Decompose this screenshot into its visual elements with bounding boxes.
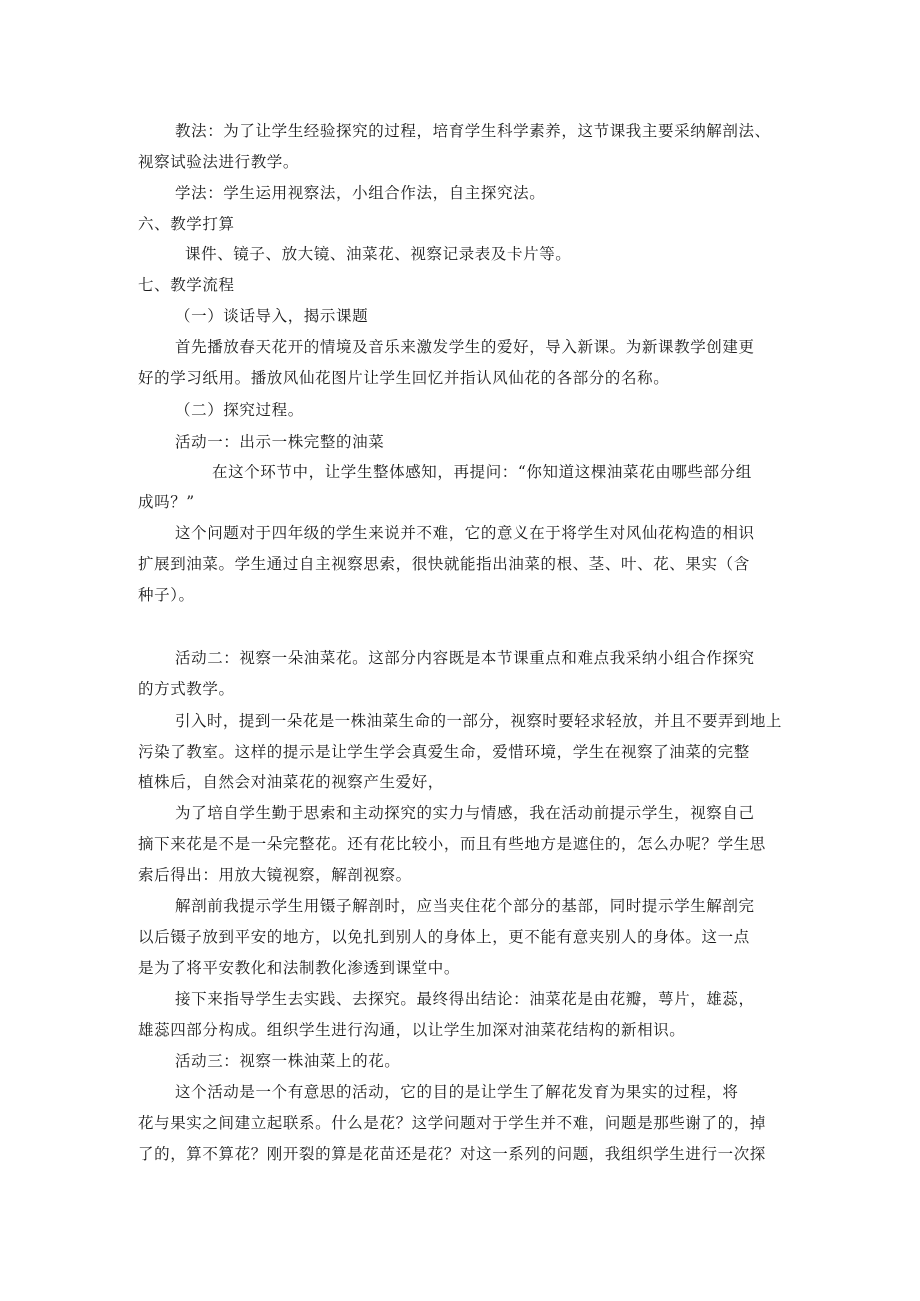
activity-heading: 活动三：视察一株油菜上的花。 [175,1052,401,1070]
paragraph-line: 雄蕊四部分构成。组织学生进行沟通，以让学生加深对油菜花结构的新相识。 [138,1021,686,1039]
paragraph-line: 这个活动是一个有意思的活动，它的目的是让学生了解花发育为果实的过程，将 [175,1083,739,1101]
paragraph-line: 植株后，自然会对油菜花的视察产生爱好， [138,773,444,791]
paragraph-line: 种子）。 [138,586,195,604]
paragraph-line: 污染了教室。这样的提示是让学生学会真爱生命，爱惜环境，学生在视察了油菜的完整 [138,743,750,761]
paragraph-line: 首先播放春天花开的情境及音乐来激发学生的爱好，导入新课。为新课教学创建更 [175,338,755,356]
paragraph-line: 摘下来花是不是一朵完整花。还有花比较小，而且有些地方是遮住的，怎么办呢？学生思 [138,835,766,853]
paragraph-line: 学法：学生运用视察法，小组合作法，自主探究法。 [175,184,546,202]
paragraph-line: 引入时，提到一朵花是一株油菜生命的一部分，视察时要轻求轻放，并且不要弄到地上 [175,712,782,730]
section-heading: 六、教学打算 [138,215,235,233]
paragraph-line: 了的，算不算花？刚开裂的算是花苗还是花？对这一系列的问题，我组织学生进行一次探 [138,1145,766,1163]
paragraph-line: 视察试验法进行教学。 [138,153,300,171]
activity-heading: 活动一：出示一株完整的油菜 [175,433,385,451]
paragraph-line: 的方式教学。 [138,680,235,698]
paragraph-line: 索后得出：用放大镜视察，解剖视察。 [138,866,412,884]
activity-heading: 活动二：视察一朵油菜花。这部分内容既是本节课重点和难点我采纳小组合作探究 [175,649,755,667]
paragraph-line: 为了培自学生勤于思索和主动探究的实力与情感，我在活动前提示学生，视察自己 [175,804,755,822]
paragraph-line: 这个问题对于四年级的学生来说并不难，它的意义在于将学生对风仙花构造的相识 [175,524,755,542]
subsection-heading: （一）谈话导入，揭示课题 [175,307,369,325]
paragraph-line: 课件、镜子、放大镜、油菜花、视察记录表及卡片等。 [185,245,572,263]
paragraph-line: 成吗？” [138,493,195,511]
paragraph-line: 花与果实之间建立起联系。什么是花？这学问题对于学生并不难，问题是那些谢了的，掉 [138,1114,766,1132]
paragraph-line: 教法：为了让学生经验探究的过程，培育学生科学素养，这节课我主要采纳解剖法、 [175,122,771,140]
paragraph-line: 接下来指导学生去实践、去探究。最终得出结论：油菜花是由花瓣，萼片，雄蕊， [175,990,755,1008]
paragraph-line: 是为了将平安教化和法制教化渗透到课堂中。 [138,959,461,977]
paragraph-line: 扩展到油菜。学生通过自主视察思索，很快就能指出油菜的根、茎、叶、花、果实（含 [138,555,750,573]
paragraph-line: 好的学习纸用。播放风仙花图片让学生回忆并指认风仙花的各部分的名称。 [138,369,670,387]
paragraph-line: 解剖前我提示学生用镊子解剖时，应当夹住花个部分的基部，同时提示学生解剖完 [175,897,755,915]
paragraph-line: 以后镊子放到平安的地方，以免扎到别人的身体上，更不能有意夹别人的身体。这一点 [138,928,750,946]
section-heading: 七、教学流程 [138,276,235,294]
paragraph-line: 在这个环节中，让学生整体感知，再提问：“你知道这棵油菜花由哪些部分组 [212,463,752,481]
subsection-heading: （二）探究过程。 [175,401,304,419]
